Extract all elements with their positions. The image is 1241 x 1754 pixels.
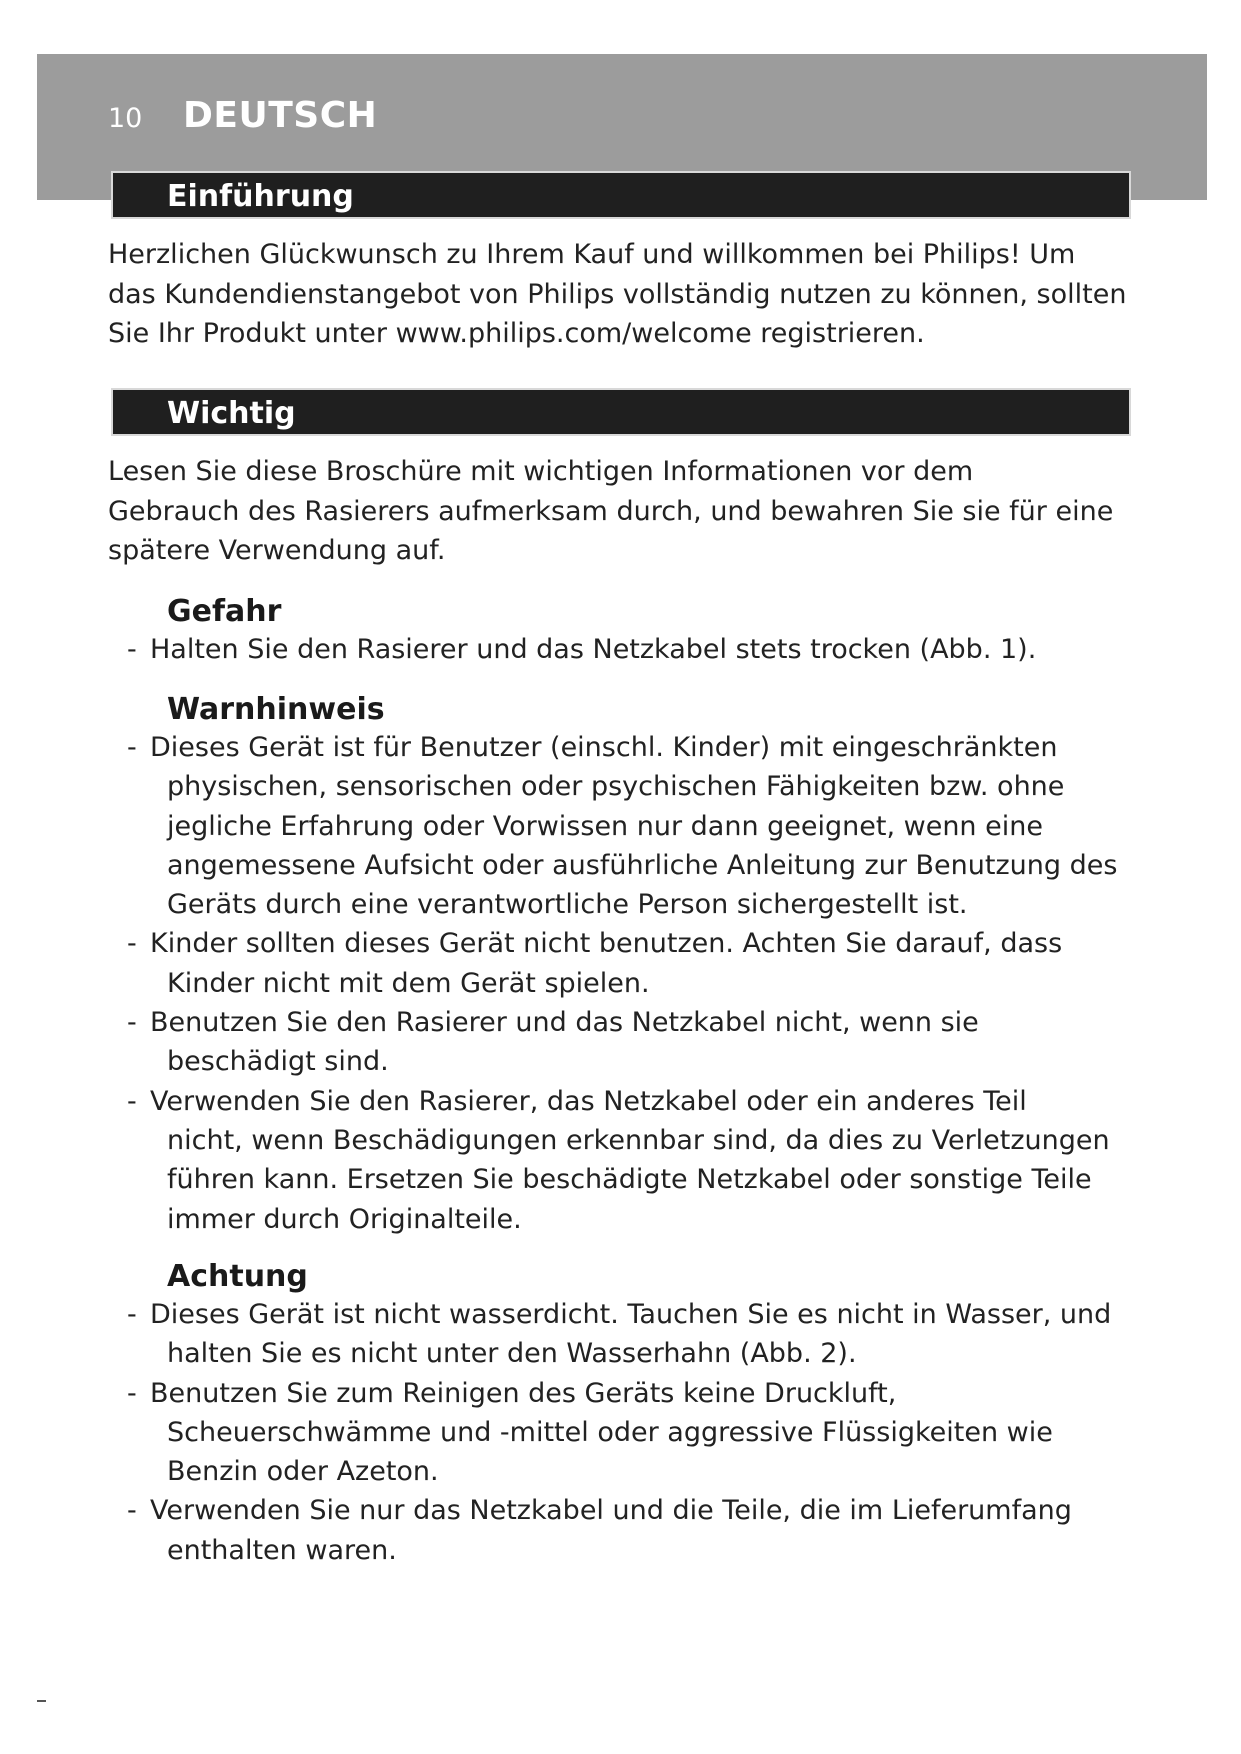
bullet-dash: - xyxy=(127,732,137,763)
list-item-line: Verwenden Sie nur das Netzkabel und die Teile, die im Lieferumfang xyxy=(150,1495,1072,1527)
paragraph-line: spätere Verwendung auf. xyxy=(108,535,446,566)
list-item-line: Geräts durch eine verantwortliche Person sichergestellt ist. xyxy=(167,889,968,921)
bullet-dash: - xyxy=(127,928,137,960)
list-item-line: Benutzen Sie den Rasierer und das Netzkabel nicht, wenn sie xyxy=(150,1007,979,1039)
language-title: DEUTSCH xyxy=(183,95,378,136)
list-item-line: Halten Sie den Rasierer und das Netzkabel stets trocken (Abb. 1). xyxy=(150,634,1037,665)
list-item xyxy=(127,1003,1157,1082)
subheading-warnhinweis: Warnhinweis xyxy=(167,692,385,727)
important-paragraph xyxy=(108,452,1148,571)
list-item-line: führen kann. Ersetzen Sie beschädigte Netzkabel oder sonstige Teile xyxy=(167,1164,1092,1196)
list-item xyxy=(127,924,1157,1003)
list-item-line: Dieses Gerät ist für Benutzer (einschl. Kinder) mit eingeschränkten xyxy=(150,732,1058,763)
intro-paragraph xyxy=(108,235,1148,354)
list-item-line: nicht, wenn Beschädigungen erkennbar sind, da dies zu Verletzungen xyxy=(167,1124,1110,1156)
section-title: Wichtig xyxy=(167,396,296,431)
bullet-dash: - xyxy=(127,1495,137,1527)
bullet-dash: - xyxy=(127,1085,137,1117)
list-item-line: enthalten waren. xyxy=(167,1534,397,1566)
list-item-line: Dieses Gerät ist nicht wasserdicht. Tauchen Sie es nicht in Wasser, und xyxy=(150,1299,1112,1330)
list-item-line: jegliche Erfahrung oder Vorwissen nur dann geeignet, wenn eine xyxy=(167,810,1043,842)
list-item-line: immer durch Originalteile. xyxy=(167,1203,522,1235)
subheading-gefahr: Gefahr xyxy=(167,594,282,629)
list-item xyxy=(127,1295,1157,1374)
footer-crop-mark xyxy=(37,1700,46,1702)
list-item-line: Verwenden Sie den Rasierer, das Netzkabel oder ein anderes Teil xyxy=(150,1085,1027,1117)
list-item xyxy=(127,1082,1157,1239)
section-title: Einführung xyxy=(167,179,354,214)
list-item-line: angemessene Aufsicht oder ausführliche Anleitung zur Benutzung des xyxy=(167,849,1118,881)
paragraph-line: das Kundendienstangebot von Philips vollständig nutzen zu können, sollten xyxy=(108,278,1127,310)
bullet-dash: - xyxy=(127,1377,137,1409)
paragraph-line: Sie Ihr Produkt unter www.philips.com/welcome registrieren. xyxy=(108,318,925,349)
caution-list xyxy=(127,1295,1157,1570)
bullet-dash: - xyxy=(127,1007,137,1039)
list-item xyxy=(127,728,1157,924)
section-heading-wichtig xyxy=(111,388,1131,436)
list-item-line: Kinder sollten dieses Gerät nicht benutzen. Achten Sie darauf, dass xyxy=(150,928,1063,960)
paragraph-line: Gebrauch des Rasierers aufmerksam durch, und bewahren Sie sie für eine xyxy=(108,495,1114,527)
warning-list xyxy=(127,728,1157,1239)
paragraph-line: Lesen Sie diese Broschüre mit wichtigen Informationen vor dem xyxy=(108,456,974,487)
section-heading-einfuehrung xyxy=(111,171,1131,219)
bullet-dash: - xyxy=(127,634,137,665)
list-item xyxy=(127,1374,1157,1492)
list-item-line: beschädigt sind. xyxy=(167,1046,389,1078)
list-item-line: halten Sie es nicht unter den Wasserhahn (Abb. 2). xyxy=(167,1338,857,1370)
list-item-line: Benzin oder Azeton. xyxy=(167,1456,439,1488)
page-number: 10 xyxy=(108,103,143,134)
list-item-line: Kinder nicht mit dem Gerät spielen. xyxy=(167,967,650,999)
list-item-line: Scheuerschwämme und -mittel oder aggressive Flüssigkeiten wie xyxy=(167,1416,1053,1448)
list-item xyxy=(127,1491,1157,1570)
list-item xyxy=(127,630,1157,669)
subheading-achtung: Achtung xyxy=(167,1259,308,1294)
bullet-dash: - xyxy=(127,1299,137,1330)
list-item-line: physischen, sensorischen oder psychischen Fähigkeiten bzw. ohne xyxy=(167,771,1065,803)
paragraph-line: Herzlichen Glückwunsch zu Ihrem Kauf und willkommen bei Philips! Um xyxy=(108,239,1076,270)
list-item-line: Benutzen Sie zum Reinigen des Geräts keine Druckluft, xyxy=(150,1377,897,1409)
danger-list xyxy=(127,630,1157,669)
